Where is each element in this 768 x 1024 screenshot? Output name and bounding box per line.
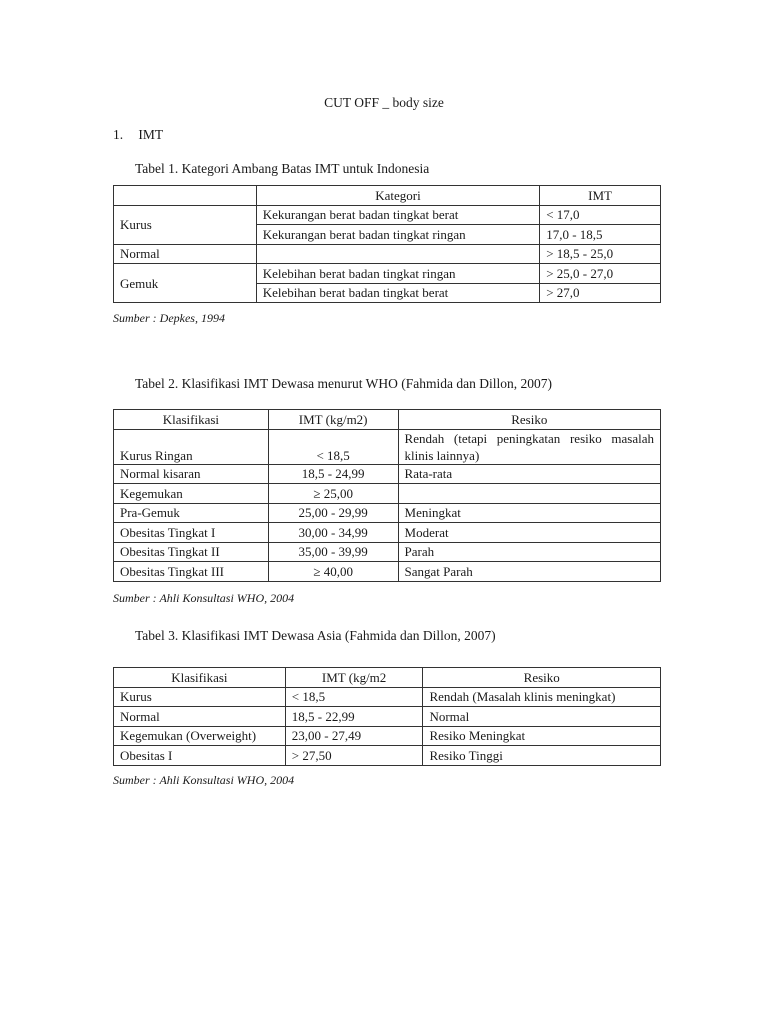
table2-resiko-cell (398, 484, 660, 504)
section-number: 1. (113, 127, 124, 142)
table-row (114, 205, 661, 225)
table3-imt-cell: > 27,50 (285, 746, 423, 766)
table-row (114, 707, 661, 727)
table-row (114, 429, 661, 464)
table2-klasifikasi-cell: Obesitas Tingkat I (114, 523, 269, 543)
table1-source: Sumber : Depkes, 1994 (113, 311, 225, 325)
section-label: IMT (138, 127, 164, 142)
table3-klasifikasi-cell: Obesitas I (114, 746, 286, 766)
table3-resiko-cell: Resiko Meningkat (423, 726, 661, 746)
table2-resiko-cell: Meningkat (398, 503, 660, 523)
table2-resiko-cell: Rendah (tetapi peningkatan resiko masalah klinis lainnya) (398, 429, 660, 464)
table3-klasifikasi-cell: Normal (114, 707, 286, 727)
table2-klasifikasi-cell: Obesitas Tingkat II (114, 542, 269, 562)
table3-caption: Tabel 3. Klasifikasi IMT Dewasa Asia (Fahmida dan Dillon, 2007) (135, 628, 496, 643)
document-title: CUT OFF _ body size (324, 95, 444, 110)
table1-header-row (114, 186, 661, 206)
table3-klasifikasi-cell: Kegemukan (Overweight) (114, 726, 286, 746)
table2-caption: Tabel 2. Klasifikasi IMT Dewasa menurut WHO (Fahmida dan Dillon, 2007) (135, 376, 552, 391)
table2-klasifikasi-cell: Kegemukan (114, 484, 269, 504)
table2-header-cell: Resiko (398, 410, 660, 430)
table2-header-cell: IMT (kg/m2) (268, 410, 398, 430)
table3-header-cell: Klasifikasi (114, 668, 286, 688)
table2-imt-cell: 18,5 - 24,99 (268, 464, 398, 484)
table2-imt-cell: 25,00 - 29,99 (268, 503, 398, 523)
table2-header-row (114, 410, 661, 430)
table-row (114, 542, 661, 562)
table3-imt-cell: 18,5 - 22,99 (285, 707, 423, 727)
table1-imt-cell: > 18,5 - 25,0 (540, 244, 661, 264)
table1-header-cell: IMT (540, 186, 661, 206)
table-row (114, 523, 661, 543)
table-row (114, 562, 661, 582)
table1-kategori-cell: Kekurangan berat badan tingkat berat (256, 205, 539, 225)
table3-header-cell: Resiko (423, 668, 661, 688)
table2-imt-cell: < 18,5 (268, 429, 398, 464)
table1-imt-cell: > 27,0 (540, 283, 661, 303)
table1-group-cell: Normal (114, 244, 257, 264)
table3-imt-cell: 23,00 - 27,49 (285, 726, 423, 746)
table2-source: Sumber : Ahli Konsultasi WHO, 2004 (113, 591, 295, 605)
table-row (114, 503, 661, 523)
table2-klasifikasi-cell: Pra-Gemuk (114, 503, 269, 523)
table3-header-cell: IMT (kg/m2 (285, 668, 423, 688)
section-heading (113, 127, 163, 143)
table1-imt-cell: < 17,0 (540, 205, 661, 225)
table2-imt-cell: 30,00 - 34,99 (268, 523, 398, 543)
table1-header-cell (114, 186, 257, 206)
table2-imt-cell: ≥ 25,00 (268, 484, 398, 504)
table-row (114, 244, 661, 264)
table1-kategori-cell: Kekurangan berat badan tingkat ringan (256, 225, 539, 245)
table3-header-row (114, 668, 661, 688)
table3 (113, 667, 661, 766)
table3-resiko-cell: Normal (423, 707, 661, 727)
table1-imt-cell: 17,0 - 18,5 (540, 225, 661, 245)
table2-imt-cell: ≥ 40,00 (268, 562, 398, 582)
table1-group-cell: Kurus (114, 205, 257, 244)
table-row (114, 464, 661, 484)
table3-imt-cell: < 18,5 (285, 687, 423, 707)
table1-kategori-cell: Kelebihan berat badan tingkat berat (256, 283, 539, 303)
table2-klasifikasi-cell: Kurus Ringan (114, 429, 269, 464)
table2-header-cell: Klasifikasi (114, 410, 269, 430)
table1-imt-cell: > 25,0 - 27,0 (540, 264, 661, 284)
table2-resiko-cell: Sangat Parah (398, 562, 660, 582)
table2 (113, 409, 661, 582)
table2-imt-cell: 35,00 - 39,99 (268, 542, 398, 562)
table3-resiko-cell: Rendah (Masalah klinis meningkat) (423, 687, 661, 707)
table3-resiko-cell: Resiko Tinggi (423, 746, 661, 766)
table2-klasifikasi-cell: Obesitas Tingkat III (114, 562, 269, 582)
table1-caption: Tabel 1. Kategori Ambang Batas IMT untuk Indonesia (135, 161, 430, 176)
table-row (114, 687, 661, 707)
table3-klasifikasi-cell: Kurus (114, 687, 286, 707)
table2-resiko-cell: Parah (398, 542, 660, 562)
table1 (113, 185, 661, 303)
table1-group-cell: Gemuk (114, 264, 257, 303)
table-row (114, 264, 661, 284)
table-row (114, 484, 661, 504)
table3-source: Sumber : Ahli Konsultasi WHO, 2004 (113, 773, 295, 787)
table2-klasifikasi-cell: Normal kisaran (114, 464, 269, 484)
table2-resiko-cell: Rata-rata (398, 464, 660, 484)
table-row (114, 746, 661, 766)
table2-resiko-cell: Moderat (398, 523, 660, 543)
table1-kategori-cell (256, 244, 539, 264)
table-row (114, 726, 661, 746)
table1-header-cell: Kategori (256, 186, 539, 206)
table1-kategori-cell: Kelebihan berat badan tingkat ringan (256, 264, 539, 284)
